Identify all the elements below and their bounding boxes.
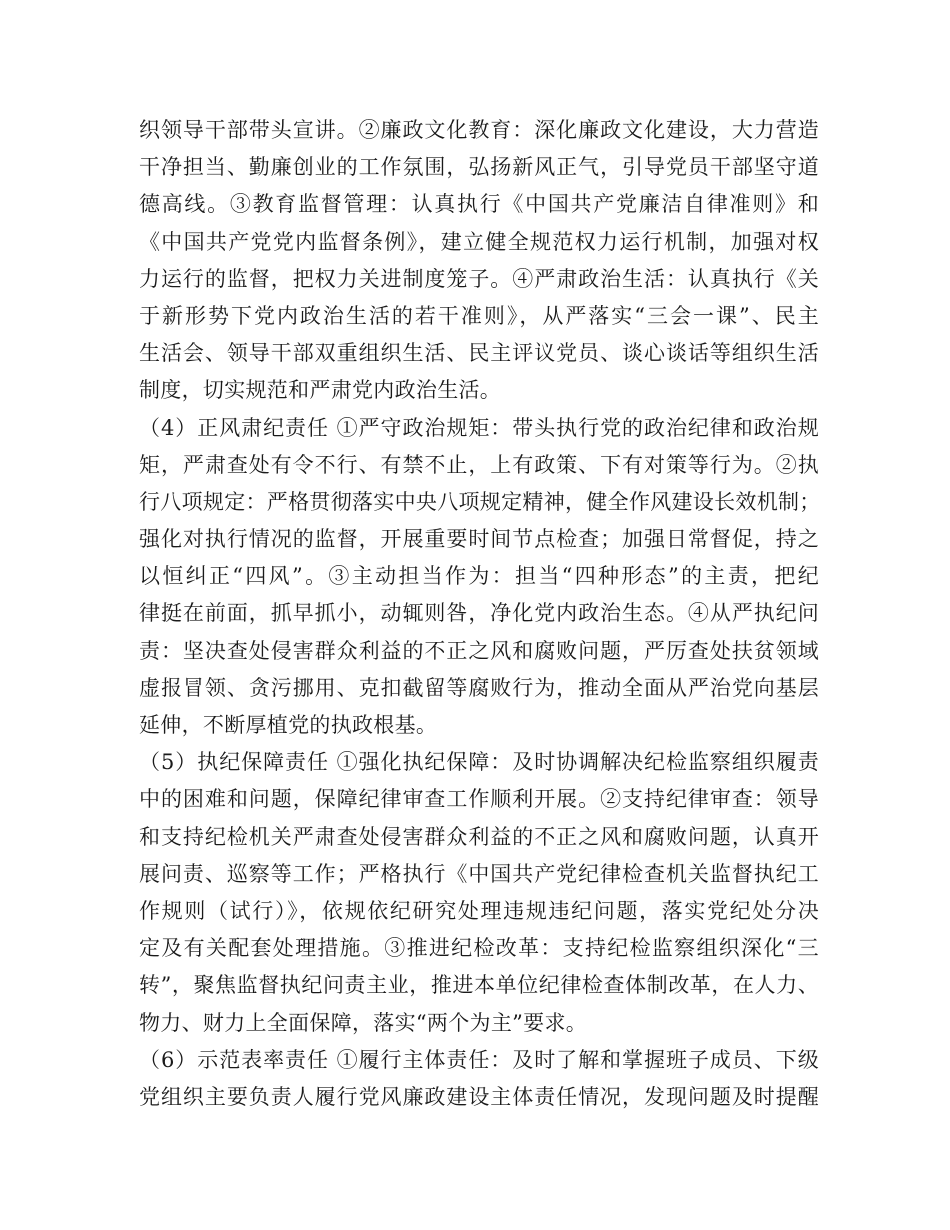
text-line: 中的困难和问题，保障纪律审查工作顺利开展。②支持纪律审查：领导	[139, 787, 819, 812]
text-line: 延伸，不断厚植党的执政根基。	[139, 713, 438, 737]
text-line: （5）执纪保障责任 ①强化执纪保障：及时协调解决纪检监察组织履责	[139, 750, 819, 775]
text-line: 责：坚决查处侵害群众利益的不正之风和腐败问题，严厉查处扶贫领域	[139, 638, 819, 663]
text-line: 转”，聚焦监督执纪问责主业，推进本单位纪律检查体制改革，在人力、	[139, 973, 819, 998]
text-line: 矩，严肃查处有令不行、有禁不止，上有政策、下有对策等行为。②执	[139, 452, 819, 477]
text-line: 虚报冒领、贪污挪用、克扣截留等腐败行为，推动全面从严治党向基层	[139, 675, 819, 700]
text-line: 展问责、巡察等工作；严格执行《中国共产党纪律检查机关监督执纪工	[139, 861, 819, 886]
text-line: 德高线。③教育监督管理：认真执行《中国共产党廉洁自律准则》和	[139, 192, 819, 217]
text-line: 党组织主要负责人履行党风廉政建设主体责任情况，发现问题及时提醒	[139, 1084, 819, 1109]
text-line: 《中国共产党党内监督条例》，建立健全规范权力运行机制，加强对权	[139, 229, 819, 254]
text-line: 干净担当、勤廉创业的工作氛围，弘扬新风正气，引导党员干部坚守道	[139, 155, 819, 180]
text-line: （6）示范表率责任 ①履行主体责任：及时了解和掌握班子成员、下级	[139, 1047, 819, 1072]
text-line: 以恒纠正“四风”。③主动担当作为：担当“四种形态”的主责，把纪	[139, 564, 819, 589]
text-line: 力运行的监督，把权力关进制度笼子。④严肃政治生活：认真执行《关	[139, 266, 819, 291]
text-line: 行八项规定：严格贯彻落实中央八项规定精神，健全作风建设长效机制；	[139, 489, 821, 514]
text-line: 织领导干部带头宣讲。②廉政文化教育：深化廉政文化建设，大力营造	[139, 118, 819, 142]
document-body	[139, 112, 819, 1116]
text-line: 强化对执行情况的监督，开展重要时间节点检查；加强日常督促，持之	[139, 527, 819, 552]
text-line: 制度，切实规范和严肃党内政治生活。	[139, 378, 502, 403]
text-line: （4）正风肃纪责任 ①严守政治规矩：带头执行党的政治纪律和政治规	[139, 415, 819, 440]
text-line: 和支持纪检机关严肃查处侵害群众利益的不正之风和腐败问题，认真开	[139, 824, 819, 849]
text-line: 生活会、领导干部双重组织生活、民主评议党员、谈心谈话等组织生活	[139, 341, 819, 366]
text-line: 作规则（试行）》，依规依纪研究处理违规违纪问题，落实党纪处分决	[139, 898, 819, 923]
text-line: 律挺在前面，抓早抓小，动辄则咎，净化党内政治生态。④从严执纪问	[139, 601, 819, 626]
text-line: 定及有关配套处理措施。③推进纪检改革：支持纪检监察组织深化“三	[139, 936, 819, 961]
text-line: 物力、财力上全面保障，落实“两个为主”要求。	[139, 1010, 588, 1035]
text-line: 于新形势下党内政治生活的若干准则》，从严落实“三会一课”、民主	[139, 303, 819, 328]
